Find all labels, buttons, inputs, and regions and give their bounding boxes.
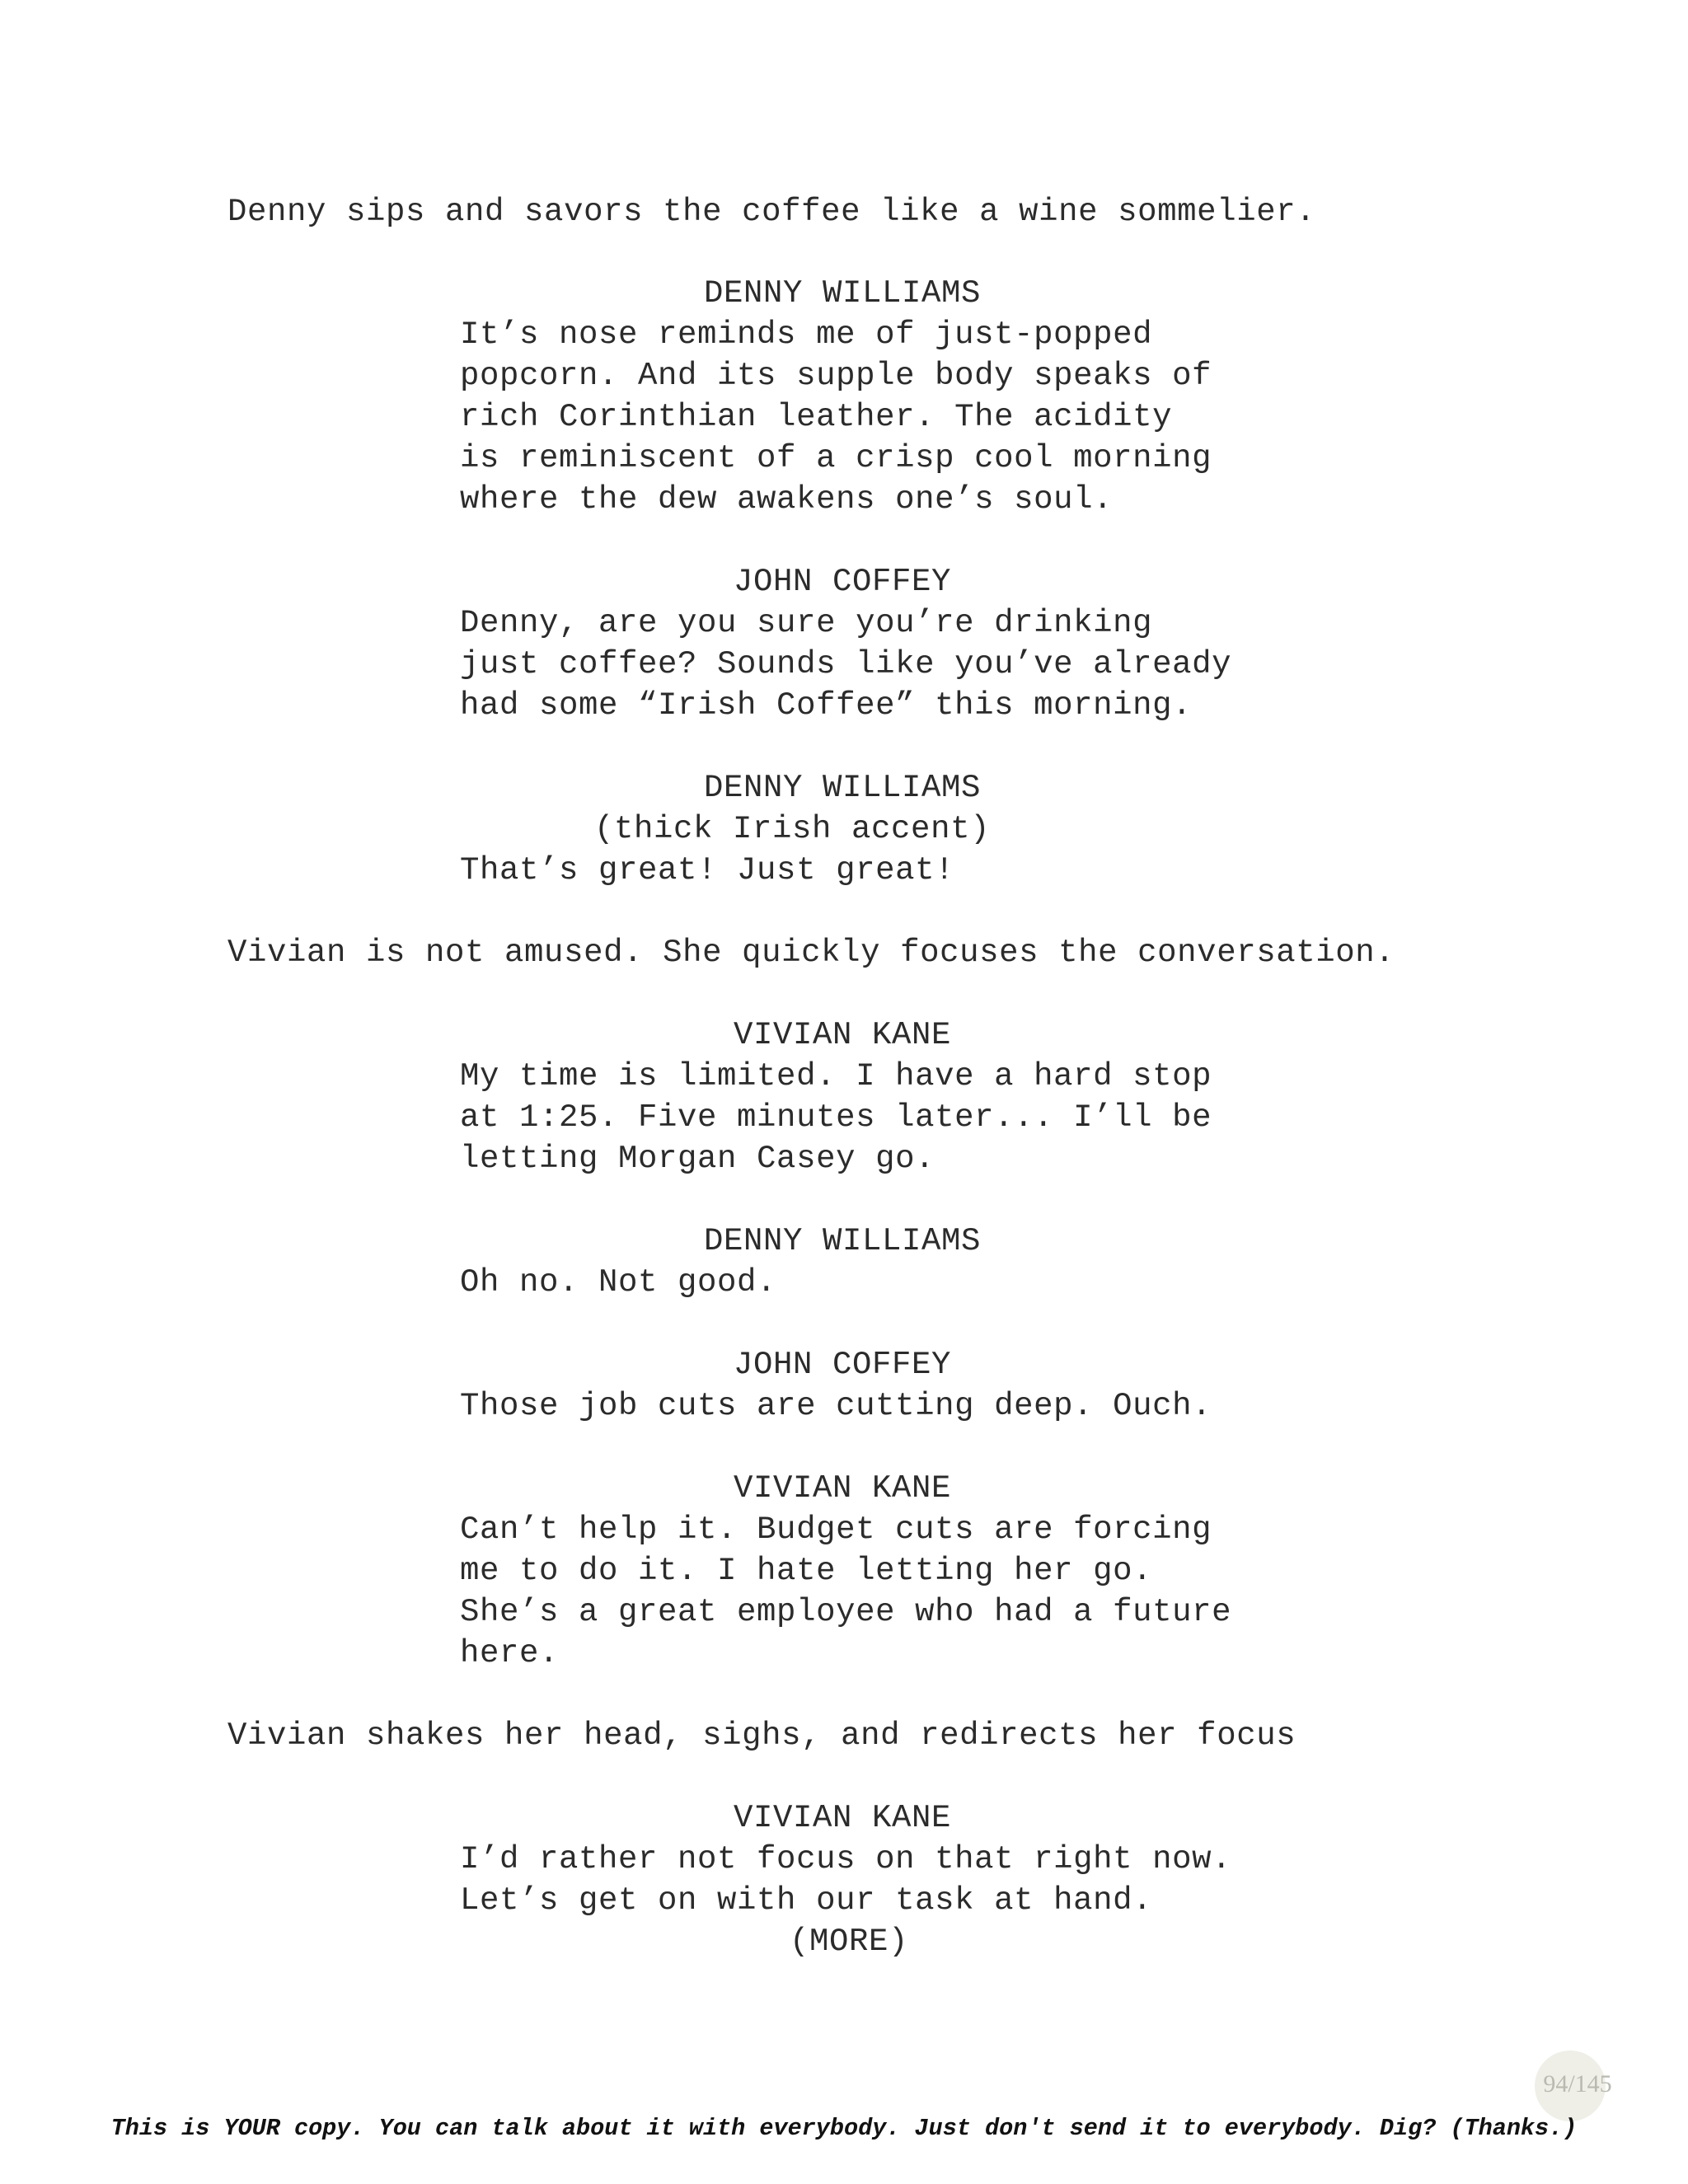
dialogue-line: where the dew awakens one’s soul. — [460, 481, 1114, 518]
dialogue-line: Oh no. Not good. — [460, 1264, 777, 1301]
dialogue-line: Can’t help it. Budget cuts are forcing — [460, 1511, 1212, 1548]
dialogue-line: She’s a great employee who had a future — [460, 1594, 1232, 1630]
dialogue-line: My time is limited. I have a hard stop — [460, 1058, 1212, 1094]
dialogue-line: I’d rather not focus on that right now. — [460, 1841, 1232, 1877]
action-line: Vivian is not amused. She quickly focuses the conversation. — [227, 935, 1395, 971]
character-name: DENNY WILLIAMS — [704, 1223, 982, 1259]
footer-notice: This is YOUR copy. You can talk about it with everybody. Just don't send it to everybody. Dig? (Thanks.) — [110, 2115, 1578, 2142]
dialogue-line: That’s great! Just great! — [460, 852, 955, 888]
character-name: VIVIAN KANE — [734, 1017, 952, 1053]
dialogue-line: rich Corinthian leather. The acidity — [460, 399, 1173, 435]
parenthetical: (thick Irish accent) — [594, 811, 991, 847]
dialogue-line: is reminiscent of a crisp cool morning — [460, 440, 1212, 476]
dialogue-line: had some “Irish Coffee” this morning. — [460, 687, 1193, 724]
dialogue-line: me to do it. I hate letting her go. — [460, 1553, 1153, 1589]
dialogue-line: Denny, are you sure you’re drinking — [460, 605, 1153, 641]
action-line: Vivian shakes her head, sighs, and redirects her focus — [227, 1718, 1296, 1754]
character-name: JOHN COFFEY — [734, 564, 952, 600]
action-line: Denny sips and savors the coffee like a wine sommelier. — [227, 194, 1316, 230]
page-number: 94/145 — [1543, 2070, 1612, 2097]
dialogue-line: at 1:25. Five minutes later... I’ll be — [460, 1099, 1212, 1136]
character-name: JOHN COFFEY — [734, 1347, 952, 1383]
dialogue-line: letting Morgan Casey go. — [460, 1141, 935, 1177]
more-continuation: (MORE) — [790, 1924, 909, 1960]
dialogue-line: Let’s get on with our task at hand. — [460, 1882, 1153, 1919]
dialogue-line: Those job cuts are cutting deep. Ouch. — [460, 1388, 1212, 1424]
dialogue-line: It’s nose reminds me of just-popped — [460, 316, 1153, 353]
dialogue-line: just coffee? Sounds like you’ve already — [460, 646, 1232, 682]
character-name: VIVIAN KANE — [734, 1800, 952, 1836]
dialogue-line: here. — [460, 1635, 560, 1671]
character-name: DENNY WILLIAMS — [704, 275, 982, 312]
character-name: VIVIAN KANE — [734, 1470, 952, 1507]
dialogue-line: popcorn. And its supple body speaks of — [460, 358, 1212, 394]
character-name: DENNY WILLIAMS — [704, 770, 982, 806]
